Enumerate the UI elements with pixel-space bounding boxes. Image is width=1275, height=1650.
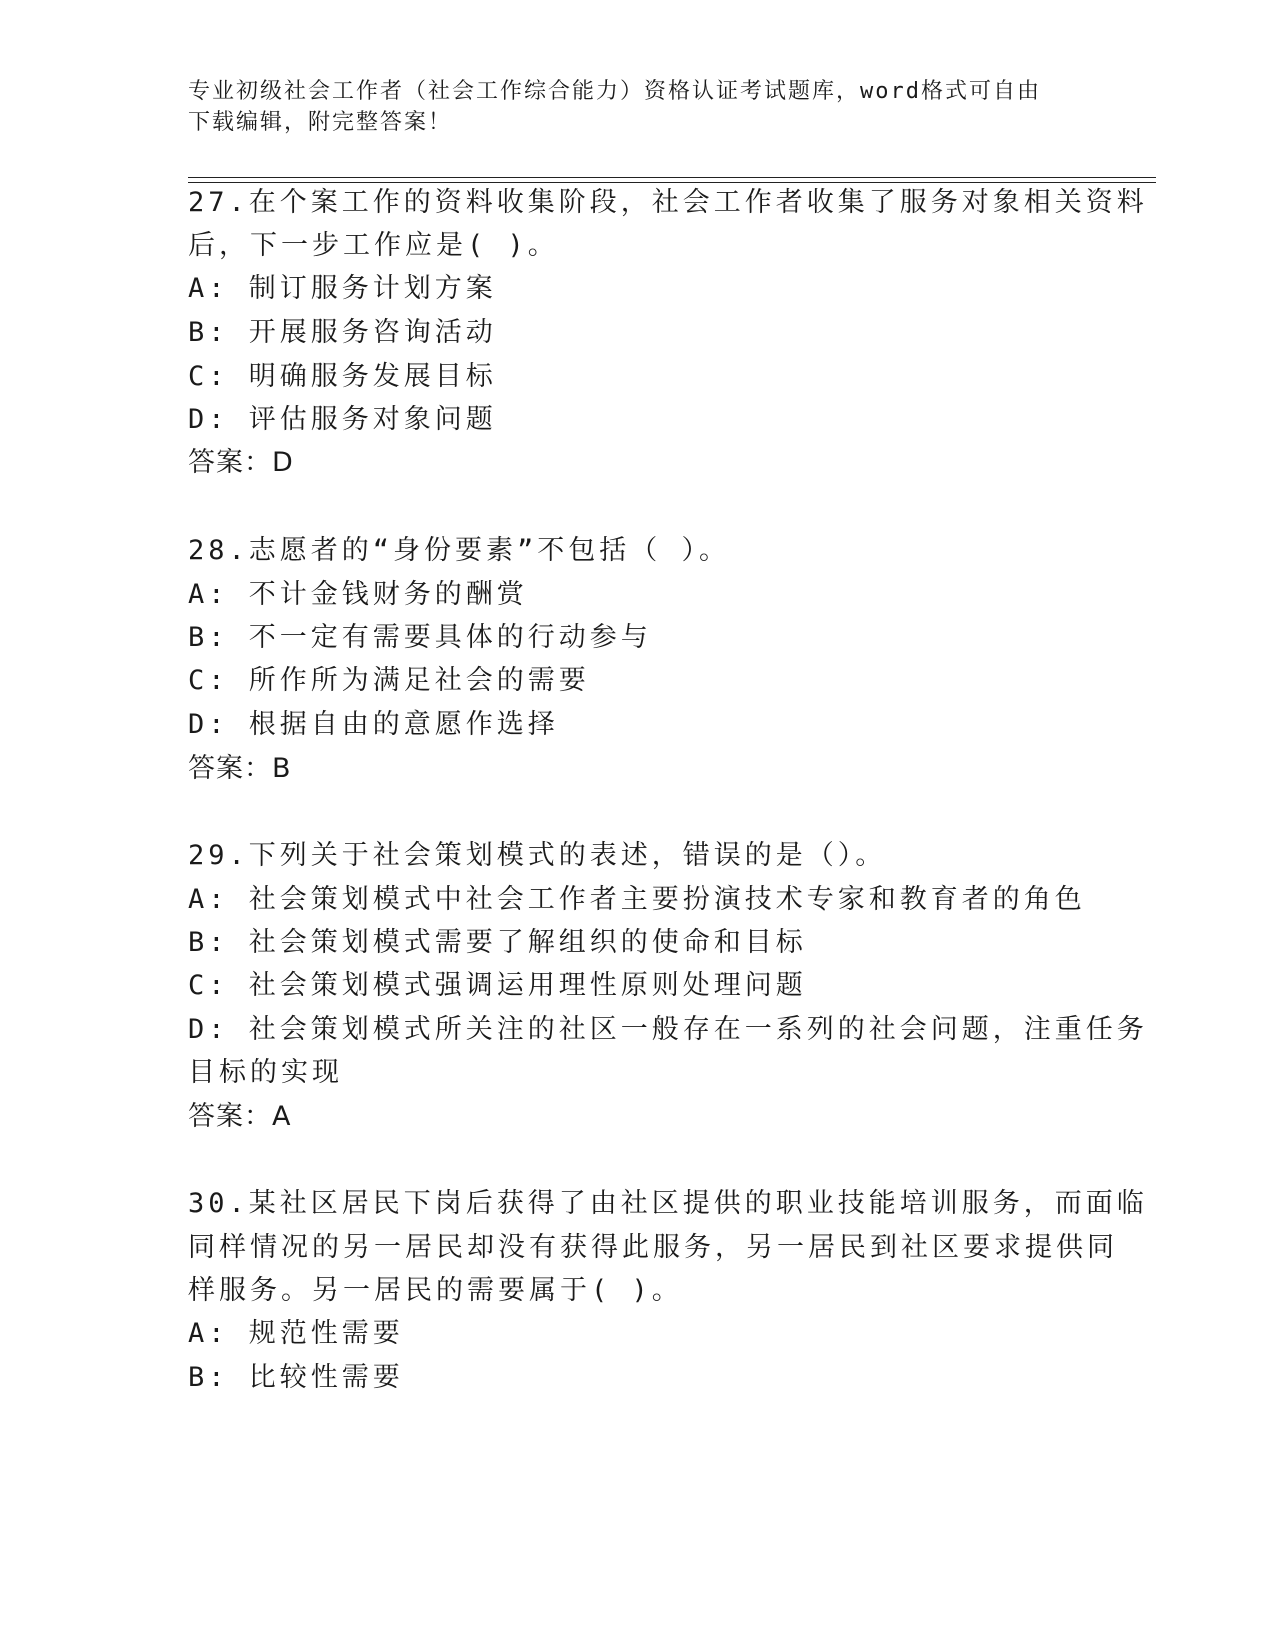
option-a: A: 社会策划模式中社会工作者主要扮演技术专家和教育者的角色: [188, 884, 1086, 915]
header-divider: [188, 177, 1156, 178]
answer: 答案：B: [188, 753, 292, 784]
option-a: A: 规范性需要: [188, 1318, 404, 1349]
option-a: A: 制订服务计划方案: [188, 273, 497, 304]
option-c: C: 社会策划模式强调运用理性原则处理问题: [188, 970, 807, 1001]
option-d-continued: 目标的实现: [188, 1057, 343, 1088]
option-d: D: 评估服务对象问题: [188, 404, 497, 435]
option-b: B: 开展服务咨询活动: [188, 317, 497, 348]
option-d: D: 根据自由的意愿作选择: [188, 709, 559, 740]
question-stem: 同样情况的另一居民却没有获得此服务，另一居民到社区要求提供同: [188, 1232, 1118, 1263]
header-line: 专业初级社会工作者（社会工作综合能力）资格认证考试题库，word格式可自由: [188, 79, 1041, 104]
question-stem: 样服务。另一居民的需要属于( )。: [188, 1275, 683, 1306]
document-header: [188, 76, 1068, 138]
question-stem: 29.下列关于社会策划模式的表述，错误的是（）。: [188, 840, 887, 871]
option-c: C: 所作所为满足社会的需要: [188, 665, 590, 696]
answer: 答案：D: [188, 447, 294, 478]
question-stem: 后，下一步工作应是( )。: [188, 230, 559, 261]
option-a: A: 不计金钱财务的酬赏: [188, 579, 528, 610]
question-stem: 27.在个案工作的资料收集阶段，社会工作者收集了服务对象相关资料: [188, 187, 1148, 218]
option-b: B: 不一定有需要具体的行动参与: [188, 622, 652, 653]
question-stem: 28.志愿者的“身份要素”不包括（ ）。: [188, 535, 731, 566]
option-b: B: 比较性需要: [188, 1362, 404, 1393]
option-d: D: 社会策划模式所关注的社区一般存在一系列的社会问题，注重任务: [188, 1014, 1148, 1045]
header-divider: [188, 182, 1156, 183]
option-b: B: 社会策划模式需要了解组织的使命和目标: [188, 927, 807, 958]
header-line: 下载编辑，附完整答案！: [188, 110, 453, 135]
option-c: C: 明确服务发展目标: [188, 361, 497, 392]
answer: 答案：A: [188, 1101, 292, 1132]
question-stem: 30.某社区居民下岗后获得了由社区提供的职业技能培训服务，而面临: [188, 1188, 1148, 1219]
